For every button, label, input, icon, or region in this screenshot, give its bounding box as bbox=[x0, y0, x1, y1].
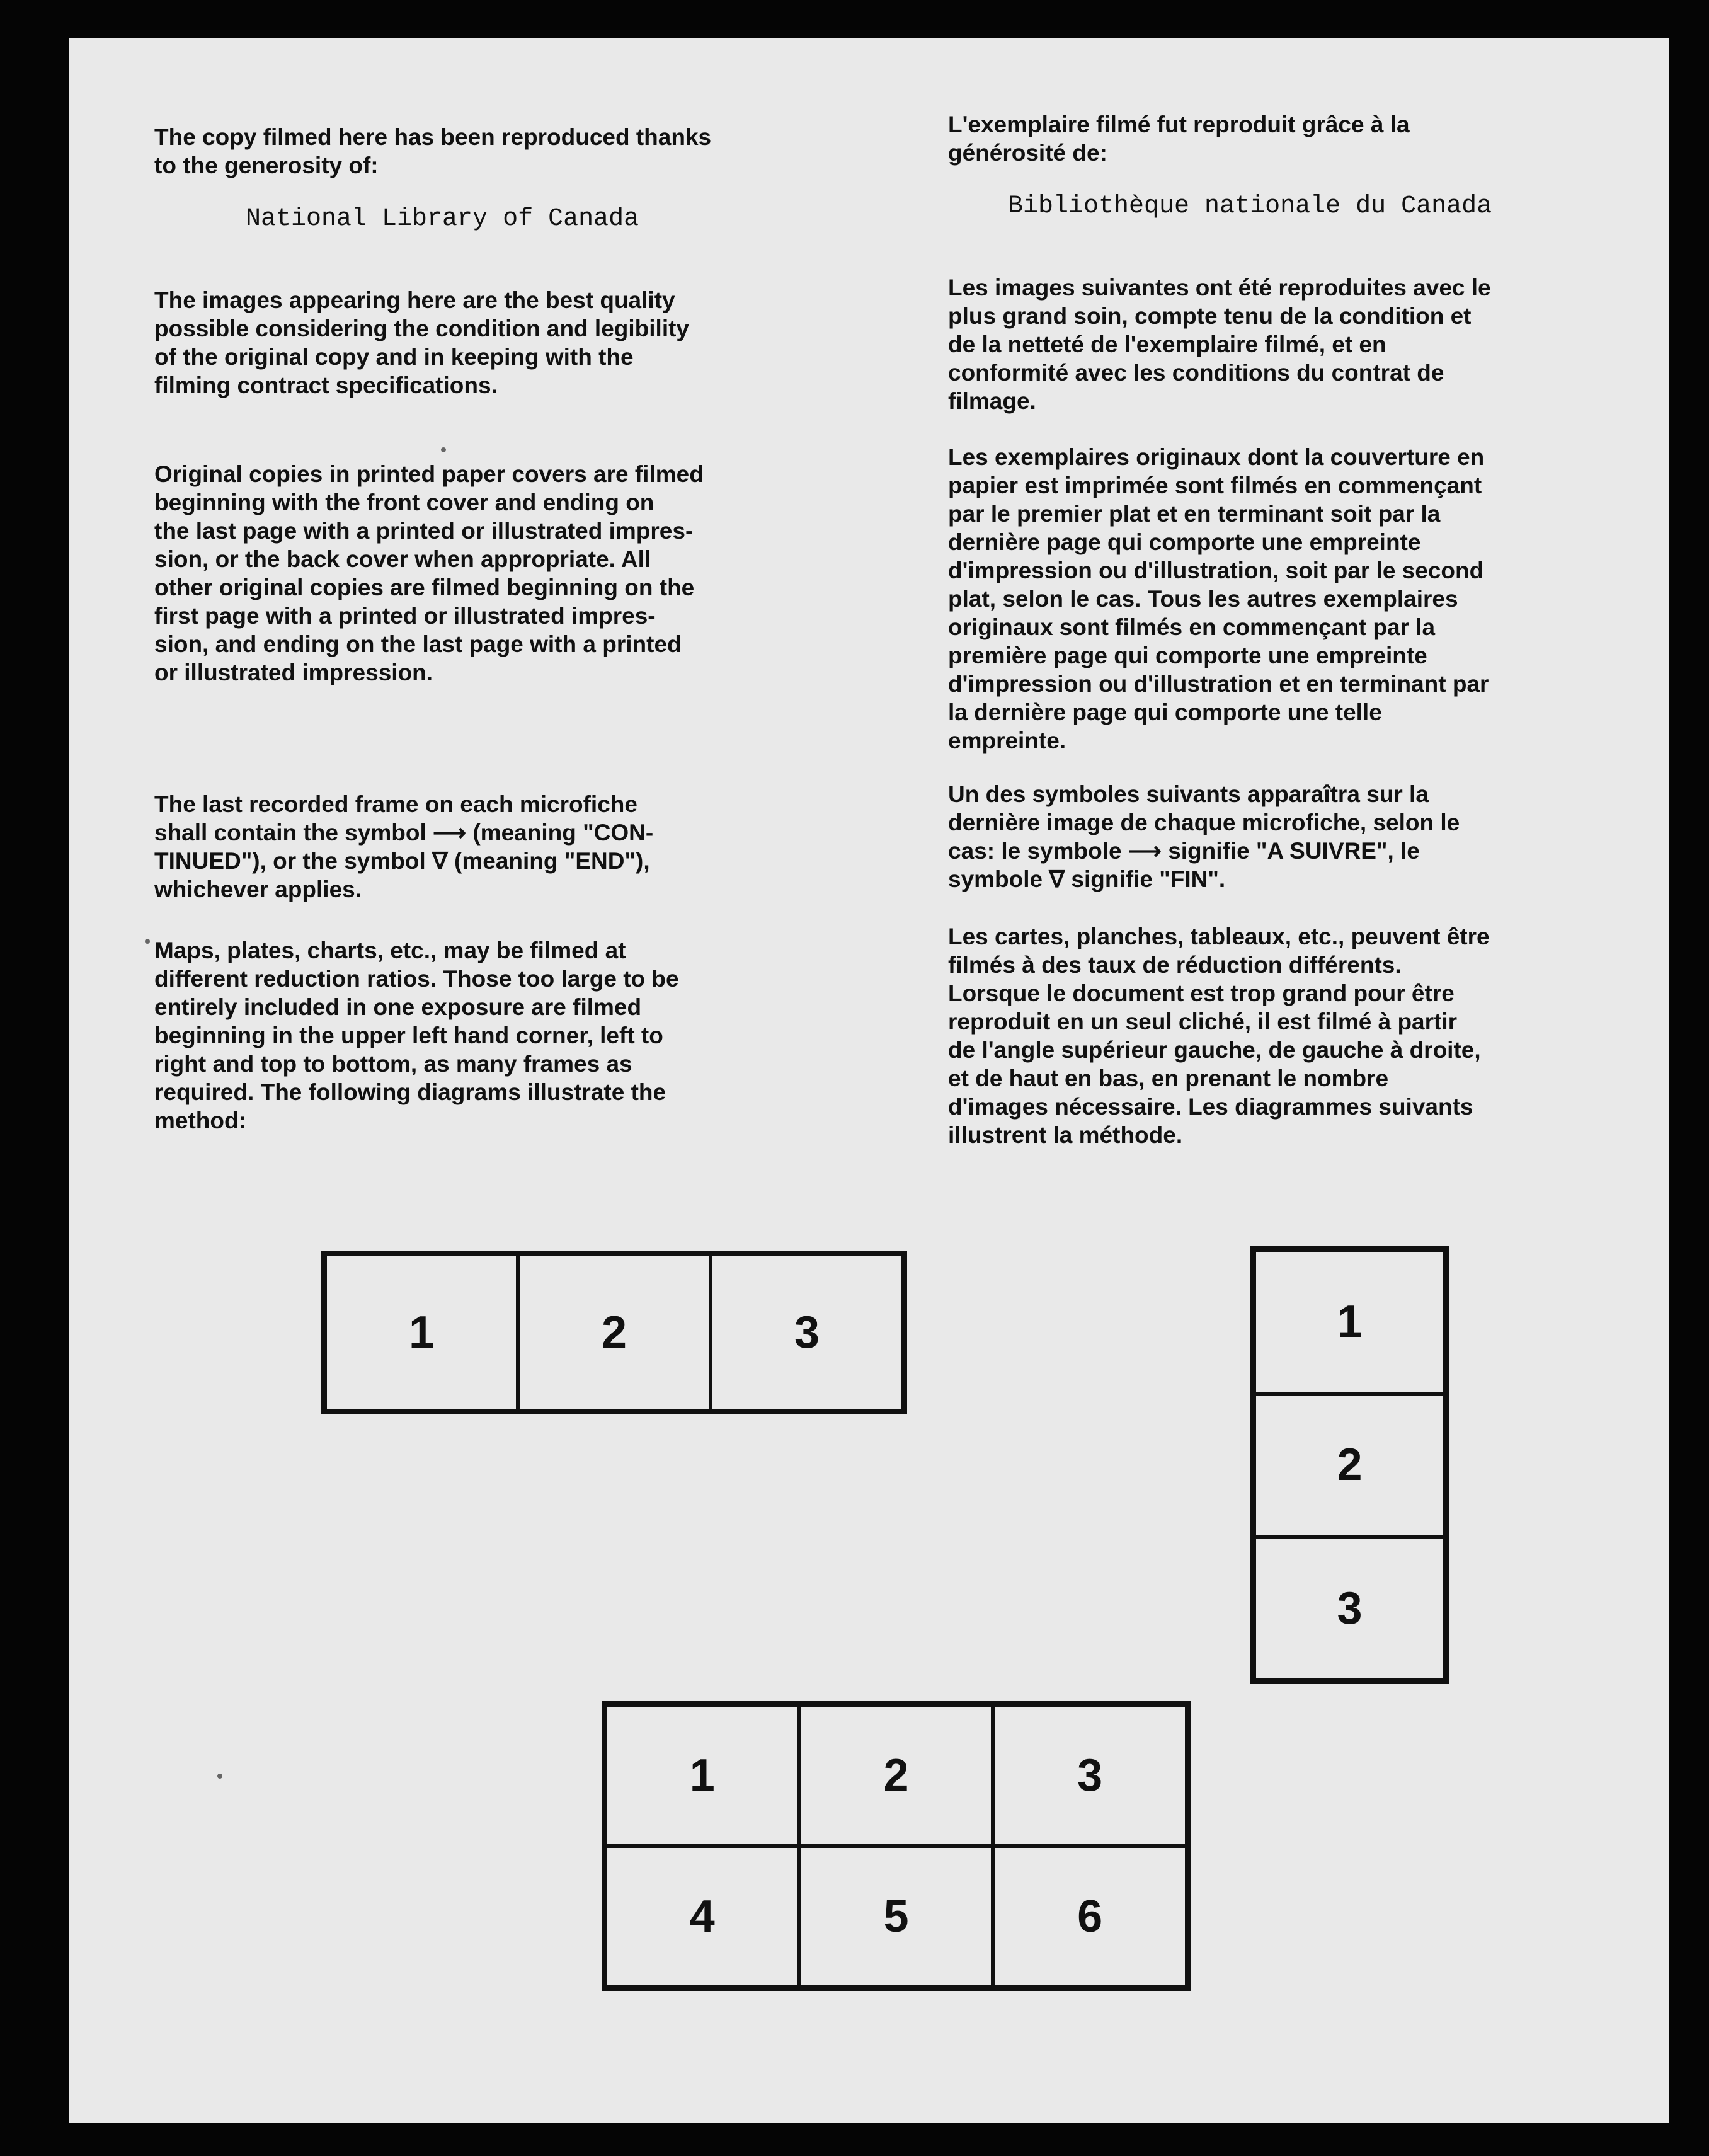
vertical-frames-diagram bbox=[1250, 1246, 1449, 1684]
document-page bbox=[69, 38, 1669, 2123]
frame-cell: 4 bbox=[604, 1845, 801, 1988]
frame-cell: 2 bbox=[798, 1704, 995, 1847]
remerciements-text: L'exemplaire filmé fut reproduit grâce à la générosité de: bbox=[948, 112, 1410, 166]
grid-frames-diagram bbox=[602, 1701, 1191, 1991]
frame-cell: 6 bbox=[992, 1845, 1188, 1988]
scan-speck bbox=[441, 447, 446, 452]
cartes-planches-text: Les cartes, planches, tableaux, etc., peuvent être filmés à des taux de réduction différents. Lorsque le document est trop grand pour être reproduit en un seul cliché, il est filmé à partir de l'angle supérieur gauche, de gauche à droite, et de haut en bas, en prenant le nombre d'images nécessaire. Les diagrammes suivants illustrent la méthode. bbox=[948, 924, 1490, 1148]
french-column bbox=[948, 110, 1666, 1149]
symboles-text: Un des symboles suivants apparaîtra sur la dernière image de chaque microfiche, selon le cas: le symbole ⟶ signifie "A SUIVRE", le symbole ∇ signifie "FIN". bbox=[948, 781, 1460, 892]
frame-cell: 1 bbox=[324, 1253, 519, 1412]
frame-cell: 5 bbox=[798, 1845, 995, 1988]
frame-cell: 1 bbox=[604, 1704, 801, 1847]
frame-cell: 2 bbox=[517, 1253, 712, 1412]
library-name: National Library of Canada bbox=[246, 205, 639, 233]
bibliotheque-name: Bibliothèque nationale du Canada bbox=[1008, 192, 1492, 221]
maps-plates-text: Maps, plates, charts, etc., may be filmed at different reduction ratios. Those too large to be entirely included in one exposure are filmed beginning in the upper left hand corner, left to right and top to bottom, as many frames as required. The following diagrams illustrate the method: bbox=[154, 938, 679, 1133]
image-quality-text: The images appearing here are the best quality possible considering the condition and legibility of the original copy and in keeping with the filming contract specifications. bbox=[154, 287, 690, 398]
acknowledgement-text: The copy filmed here has been reproduced thanks to the generosity of: bbox=[154, 124, 712, 178]
frame-cell: 1 bbox=[1253, 1249, 1446, 1395]
english-column bbox=[154, 123, 898, 1135]
qualite-images-text: Les images suivantes ont été reproduites avec le plus grand soin, compte tenu de la condition et de la netteté de l'exemplaire filmé, et en conformité avec les conditions du contrat de filmage. bbox=[948, 275, 1491, 414]
frame-cell: 2 bbox=[1253, 1392, 1446, 1539]
horizontal-frames-diagram bbox=[321, 1251, 907, 1414]
exemplaires-originaux-text: Les exemplaires originaux dont la couverture en papier est imprimée sont filmés en commençant par le premier plat et en terminant soit par la dernière page qui comporte une empreinte d'impression ou d'illustration, soit par le second plat, selon le cas. Tous les autres exemplaires originaux sont filmés en commençant par la première page qui comporte une empreinte d'impression ou d'illustration et en terminant par la dernière page qui comporte une telle empreinte. bbox=[948, 444, 1489, 754]
symbol-text: The last recorded frame on each microfiche shall contain the symbol ⟶ (meaning "CON- TINUED"), or the symbol ∇ (meaning "END"), whichever applies. bbox=[154, 791, 654, 902]
frame-cell: 3 bbox=[992, 1704, 1188, 1847]
original-copies-text: Original copies in printed paper covers are filmed beginning with the front cover and ending on the last page with a printed or illustrated impres- sion, or the back cover when appropriate. All other original copies are filmed beginning on the first page with a printed or illustrated impres- sion, and ending on the last page with a printed or illustrated impression. bbox=[154, 461, 704, 685]
frame-cell: 3 bbox=[1253, 1535, 1446, 1682]
scan-speck bbox=[145, 939, 150, 944]
frame-cell: 3 bbox=[709, 1253, 905, 1412]
scan-speck bbox=[217, 1774, 222, 1779]
